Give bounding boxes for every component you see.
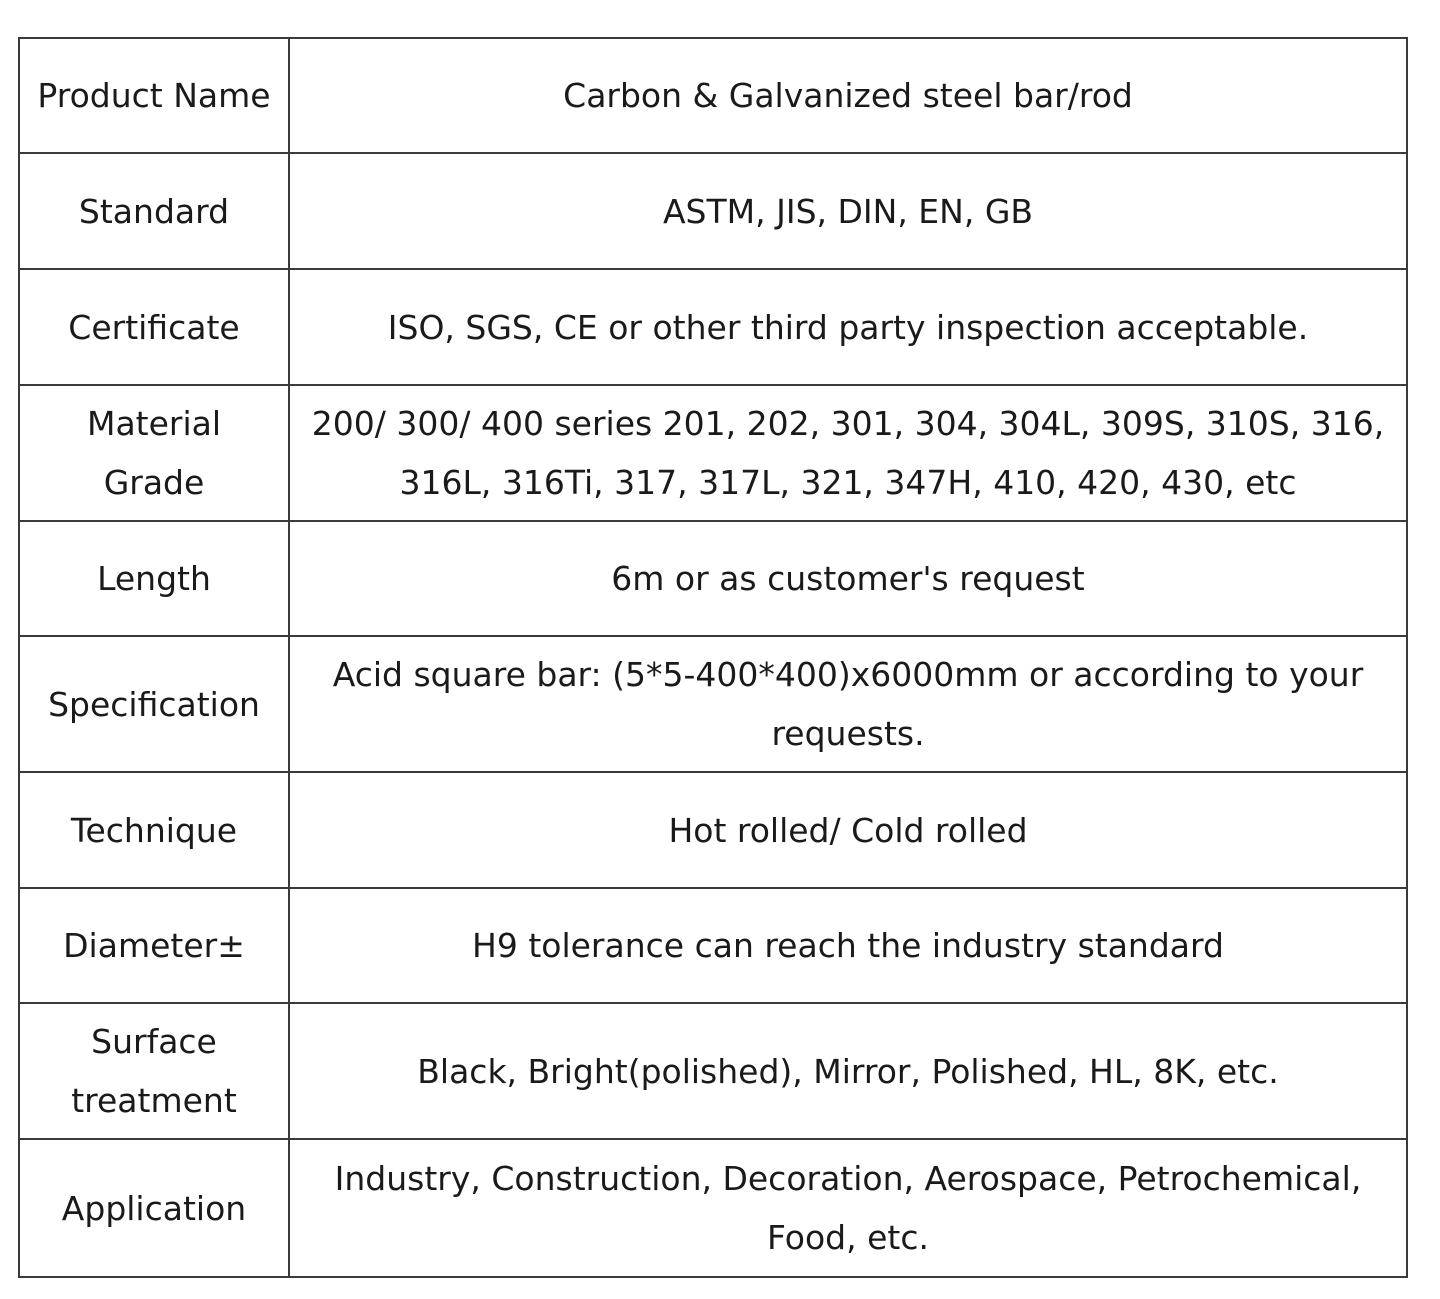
row-value: Industry, Construction, Decoration, Aerospace, Petrochemical, Food, etc. [289, 1139, 1407, 1277]
row-value: ISO, SGS, CE or other third party inspection acceptable. [289, 269, 1407, 385]
row-value: Black, Bright(polished), Mirror, Polished, HL, 8K, etc. [289, 1003, 1407, 1139]
table-row [19, 269, 1407, 385]
row-label: Length [19, 521, 289, 636]
table-row [19, 888, 1407, 1003]
row-value: 6m or as customer's request [289, 521, 1407, 636]
row-label: Product Name [19, 38, 289, 153]
table-row [19, 38, 1407, 153]
table-row [19, 1003, 1407, 1139]
row-value: Carbon & Galvanized steel bar/rod [289, 38, 1407, 153]
row-label: Technique [19, 772, 289, 888]
product-spec-table [18, 37, 1408, 1278]
table-row [19, 772, 1407, 888]
table-row [19, 1139, 1407, 1277]
row-value: Acid square bar: (5*5-400*400)x6000mm or according to your requests. [289, 636, 1407, 772]
row-label: Material Grade [19, 385, 289, 521]
row-label: Diameter± [19, 888, 289, 1003]
row-value: ASTM, JIS, DIN, EN, GB [289, 153, 1407, 269]
row-label: Specification [19, 636, 289, 772]
row-value: 200/ 300/ 400 series 201, 202, 301, 304, 304L, 309S, 310S, 316, 316L, 316Ti, 317, 317L, 321, 347H, 410, 420, 430, etc [289, 385, 1407, 521]
table-row [19, 153, 1407, 269]
row-label: Application [19, 1139, 289, 1277]
row-label: Standard [19, 153, 289, 269]
row-value: H9 tolerance can reach the industry standard [289, 888, 1407, 1003]
row-label: Certificate [19, 269, 289, 385]
table-row [19, 385, 1407, 521]
row-label: Surface treatment [19, 1003, 289, 1139]
table-row [19, 636, 1407, 772]
row-value: Hot rolled/ Cold rolled [289, 772, 1407, 888]
table-row [19, 521, 1407, 636]
